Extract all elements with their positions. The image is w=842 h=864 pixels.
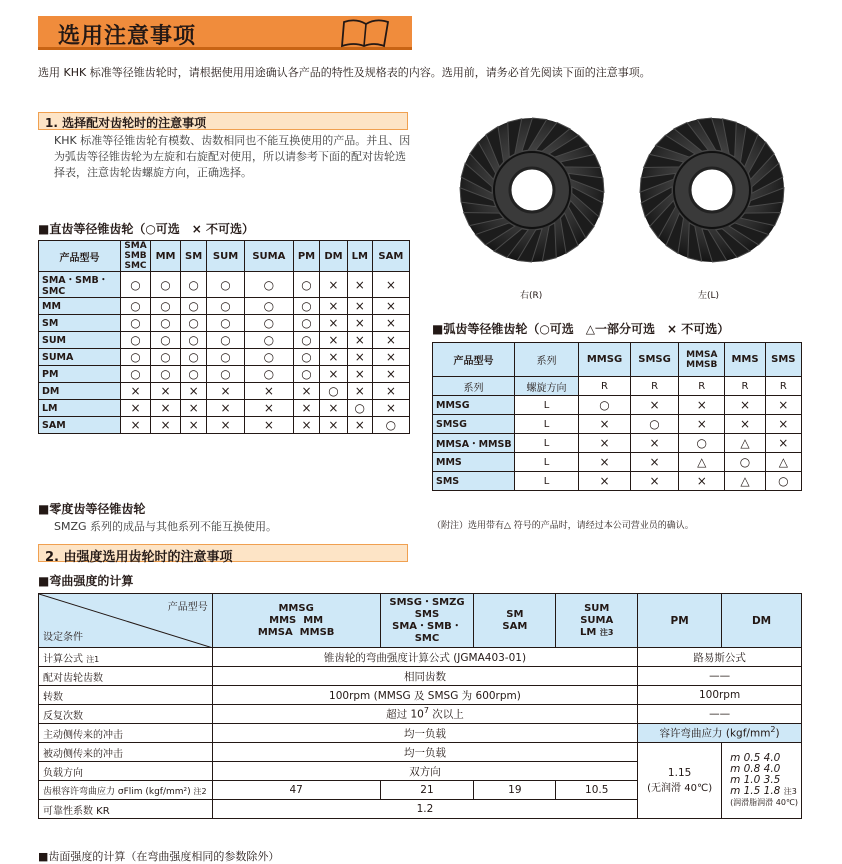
load-label: 负载方向 <box>39 762 213 781</box>
compat-cell: × <box>631 434 679 453</box>
compat-cell: × <box>631 453 679 472</box>
compat-cell: ○ <box>372 417 409 434</box>
compat-cell: × <box>372 349 409 366</box>
row-label: SUM <box>39 332 121 349</box>
col-mmsg: MMSG <box>579 343 631 377</box>
col-lm: LM <box>347 241 372 272</box>
compat-cell: × <box>679 396 725 415</box>
strength-table <box>38 593 802 819</box>
stress-value-1: 47 <box>212 781 380 800</box>
header-series: 系列 <box>515 343 579 377</box>
col-mmsa-mmsb: MMSA MMSB <box>679 343 725 377</box>
drive-value: 均一负载 <box>212 724 637 743</box>
compat-cell: ○ <box>181 315 207 332</box>
row-label: SMA・SMB・SMC <box>39 272 121 298</box>
compat-cell: × <box>579 415 631 434</box>
table-header-row <box>39 594 802 648</box>
dir-cell: R <box>765 377 801 396</box>
col-sam: SAM <box>372 241 409 272</box>
compat-cell: ○ <box>244 366 293 383</box>
compat-cell: ○ <box>244 298 293 315</box>
compat-cell: ○ <box>207 332 245 349</box>
col-mms: MMS <box>725 343 765 377</box>
formula-label: 计算公式 注1 <box>39 648 213 667</box>
spiral-table-body <box>433 396 802 491</box>
driven-value: 均一负载 <box>212 743 637 762</box>
compat-cell: ○ <box>121 349 151 366</box>
compat-cell: × <box>372 332 409 349</box>
compat-cell: ○ <box>293 349 319 366</box>
compat-cell: × <box>347 298 372 315</box>
compat-cell: ○ <box>181 366 207 383</box>
right-hand-gear-icon <box>460 118 604 262</box>
dir-cell: L <box>515 415 579 434</box>
dir-cell: L <box>515 472 579 491</box>
row-label: PM <box>39 366 121 383</box>
row-formula <box>39 648 802 667</box>
table-row <box>433 396 802 415</box>
col-sms: SMS <box>765 343 801 377</box>
compat-cell: × <box>207 417 245 434</box>
compat-cell: × <box>372 272 409 298</box>
pm-allowable: 1.15 (无润滑 40℃) <box>638 743 722 819</box>
table-row <box>433 434 802 453</box>
row-cycles <box>39 705 802 724</box>
compat-cell: × <box>347 366 372 383</box>
row-label: SAM <box>39 417 121 434</box>
compat-cell: × <box>244 383 293 400</box>
table-row <box>39 400 410 417</box>
table-row <box>39 332 410 349</box>
col-mmsg-group: MMSG MMS MM MMSA MMSB <box>212 594 380 648</box>
straight-bevel-table <box>38 240 410 434</box>
spiral-table-title: ■弧齿等径锥齿轮（○可选 △一部分可选 × 不可选） <box>432 322 730 336</box>
compat-cell: ○ <box>181 349 207 366</box>
compat-cell: × <box>320 400 348 417</box>
open-book-icon <box>338 16 394 48</box>
compat-cell: × <box>725 396 765 415</box>
compat-cell: × <box>181 417 207 434</box>
row-label: LM <box>39 400 121 417</box>
compat-cell: × <box>181 400 207 417</box>
header-banner <box>38 16 412 50</box>
compat-cell: ○ <box>244 315 293 332</box>
table-row <box>39 366 410 383</box>
col-pm: PM <box>638 594 722 648</box>
compat-cell: ○ <box>320 383 348 400</box>
col-mm: MM <box>151 241 181 272</box>
compat-cell: × <box>631 472 679 491</box>
corner-diagonal-cell: 产品型号 设定条件 <box>39 594 213 648</box>
dir-cell: L <box>515 396 579 415</box>
compat-cell: ○ <box>121 272 151 298</box>
row-label: SMSG <box>433 415 515 434</box>
compat-cell: ○ <box>151 366 181 383</box>
footer-heading: ■齿面强度的计算（在弯曲强度相同的参数除外） <box>38 850 280 863</box>
compat-cell: × <box>320 349 348 366</box>
speed-pmdm: 100rpm <box>638 686 802 705</box>
stress-value-3: 19 <box>474 781 556 800</box>
compat-cell: × <box>679 415 725 434</box>
compat-cell: × <box>121 400 151 417</box>
col-dm: DM <box>722 594 802 648</box>
dir-cell: L <box>515 434 579 453</box>
compat-cell: × <box>579 453 631 472</box>
table-row <box>39 315 410 332</box>
table-row <box>39 298 410 315</box>
table-row <box>39 349 410 366</box>
row-label: MMSG <box>433 396 515 415</box>
dir-cell: R <box>579 377 631 396</box>
spiral-bevel-table <box>432 342 802 491</box>
compat-cell: × <box>320 272 348 298</box>
row-label: SUMA <box>39 349 121 366</box>
col-smsg: SMSG <box>631 343 679 377</box>
dir-cell: R <box>725 377 765 396</box>
bending-strength-title: ■弯曲强度的计算 <box>38 574 134 588</box>
formula-pmdm: 路易斯公式 <box>638 648 802 667</box>
teeth-value: 相同齿数 <box>212 667 637 686</box>
compat-cell: × <box>372 383 409 400</box>
compat-cell: × <box>293 383 319 400</box>
compat-cell: × <box>320 332 348 349</box>
stress-value-2: 21 <box>380 781 474 800</box>
table-row <box>39 383 410 400</box>
compat-cell: ○ <box>347 400 372 417</box>
compat-cell: × <box>579 472 631 491</box>
compat-cell: × <box>293 400 319 417</box>
page-title: 选用注意事项 <box>58 24 197 49</box>
compat-cell: ○ <box>121 298 151 315</box>
sub-series: 系列 <box>433 377 515 396</box>
reliability-value: 1.2 <box>212 800 637 819</box>
col-smsg-group: SMSG・SMZG SMS SMA・SMB・SMC <box>380 594 474 648</box>
compat-cell: × <box>151 383 181 400</box>
stress-label: 齿根容许弯曲应力 σFlim (kgf/mm²) 注2 <box>39 781 213 800</box>
compat-cell: ○ <box>244 332 293 349</box>
table-row <box>433 472 802 491</box>
row-label: MMSA・MMSB <box>433 434 515 453</box>
col-sum-group: SUM SUMA LM 注3 <box>556 594 638 648</box>
compat-cell: × <box>372 298 409 315</box>
compat-cell: ○ <box>121 332 151 349</box>
dir-cell: R <box>631 377 679 396</box>
cycles-value: 超过 $10^7$ 次以上 <box>212 705 637 724</box>
compat-cell: × <box>320 298 348 315</box>
teeth-label: 配对齿轮齿数 <box>39 667 213 686</box>
compat-cell: × <box>181 383 207 400</box>
table-header-row <box>433 343 802 377</box>
compat-cell: × <box>320 366 348 383</box>
compat-cell: ○ <box>121 315 151 332</box>
compat-cell: × <box>320 315 348 332</box>
compat-cell: × <box>725 415 765 434</box>
col-sma-smb-smc: SMA SMB SMC <box>121 241 151 272</box>
col-pm: PM <box>293 241 319 272</box>
straight-table-body <box>39 272 410 434</box>
straight-table-title: ■直齿等径锥齿轮（○可选 × 不可选） <box>38 222 255 236</box>
compat-cell: ○ <box>293 315 319 332</box>
compat-cell: ○ <box>151 315 181 332</box>
compat-cell: ○ <box>579 396 631 415</box>
compat-cell: △ <box>765 453 801 472</box>
section1-body: KHK 标准等径锥齿轮有模数、齿数相同也不能互换使用的产品。并且、因为弧齿等径锥齿轮为左旋和右旋配对使用，所以请参考下面的配对齿轮选择表，注意齿轮齿螺旋方向，正确选择。 <box>54 134 411 179</box>
table-row <box>39 272 410 298</box>
compat-cell: ○ <box>207 298 245 315</box>
compat-cell: × <box>765 434 801 453</box>
speed-value: 100rpm (MMSG 及 SMSG 为 600rpm) <box>212 686 637 705</box>
table-row <box>39 417 410 434</box>
compat-cell: ○ <box>207 349 245 366</box>
compat-cell: × <box>121 383 151 400</box>
col-dm: DM <box>320 241 348 272</box>
compat-cell: × <box>347 383 372 400</box>
compat-cell: ○ <box>151 332 181 349</box>
stress-value-4: 10.5 <box>556 781 638 800</box>
compat-cell: × <box>631 396 679 415</box>
compat-cell: × <box>347 332 372 349</box>
formula-value: 锥齿轮的弯曲强度计算公式 (JGMA403-01) <box>212 648 637 667</box>
compat-cell: × <box>347 349 372 366</box>
col-sm: SM <box>181 241 207 272</box>
section1-title: 1. 选择配对齿轮时的注意事项 <box>38 112 408 130</box>
dm-allowable: m 0.5 4.0 m 0.8 4.0 m 1.0 3.5 m 1.5 1.8 注3 (润滑脂润滑 40℃) <box>722 743 802 819</box>
compat-cell: × <box>293 417 319 434</box>
compat-cell: ○ <box>207 366 245 383</box>
speed-label: 转数 <box>39 686 213 705</box>
row-label: MM <box>39 298 121 315</box>
compat-cell: × <box>207 383 245 400</box>
cycles-pmdm: —— <box>638 705 802 724</box>
table-row <box>433 415 802 434</box>
header-model: 产品型号 <box>433 343 515 377</box>
compat-cell: △ <box>679 453 725 472</box>
compat-cell: ○ <box>293 332 319 349</box>
compat-cell: × <box>151 400 181 417</box>
compat-cell: ○ <box>207 315 245 332</box>
corner-cell: 产品型号 <box>39 241 121 272</box>
intro-text: 选用 KHK 标准等径锥齿轮时，请根据使用用途确认各产品的特性及规格表的内容。选用前，请务必首先阅读下面的注意事项。 <box>38 66 651 79</box>
spiral-gear-photo <box>432 112 802 308</box>
compat-cell: × <box>765 396 801 415</box>
compat-cell: × <box>151 417 181 434</box>
compat-cell: ○ <box>293 366 319 383</box>
spiral-note: （附注）选用带有△ 符号的产品时，请经过本公司营业员的确认。 <box>432 521 694 531</box>
right-gear-label: 右(R) <box>520 291 543 301</box>
spiral-gears-image <box>432 112 802 308</box>
compat-cell: ○ <box>293 298 319 315</box>
compat-cell: × <box>347 272 372 298</box>
section2-title: 2. 由强度选用齿轮时的注意事项 <box>38 544 408 562</box>
col-suma: SUMA <box>244 241 293 272</box>
zerol-title: ■零度齿等径锥齿轮 <box>38 502 146 516</box>
compat-cell: × <box>765 415 801 434</box>
compat-cell: ○ <box>679 434 725 453</box>
table-sub-header-row <box>433 377 802 396</box>
compat-cell: ○ <box>244 272 293 298</box>
compat-cell: × <box>244 417 293 434</box>
compat-cell: ○ <box>121 366 151 383</box>
reliability-label: 可靠性系数 KR <box>39 800 213 819</box>
row-label: MMS <box>433 453 515 472</box>
dir-cell: L <box>515 453 579 472</box>
left-gear-label: 左(L) <box>698 291 720 301</box>
teeth-pmdm: —— <box>638 667 802 686</box>
drive-label: 主动侧传来的冲击 <box>39 724 213 743</box>
compat-cell: ○ <box>151 272 181 298</box>
driven-label: 被动侧传来的冲击 <box>39 743 213 762</box>
compat-cell: ○ <box>151 298 181 315</box>
allowable-stress-header: 容许弯曲应力 $(kgf/mm^2)$ <box>638 724 802 743</box>
compat-cell: ○ <box>631 415 679 434</box>
row-label: DM <box>39 383 121 400</box>
col-sm-group: SM SAM <box>474 594 556 648</box>
table-header-row <box>39 241 410 272</box>
compat-cell: △ <box>725 472 765 491</box>
row-drive <box>39 724 802 743</box>
row-label: SM <box>39 315 121 332</box>
compat-cell: ○ <box>725 453 765 472</box>
load-value: 双方向 <box>212 762 637 781</box>
row-speed <box>39 686 802 705</box>
compat-cell: ○ <box>181 272 207 298</box>
compat-cell: × <box>372 315 409 332</box>
dir-cell: R <box>679 377 725 396</box>
compat-cell: ○ <box>151 349 181 366</box>
compat-cell: ○ <box>181 298 207 315</box>
zerol-body: SMZG 系列的成品与其他系列不能互换使用。 <box>54 520 278 533</box>
compat-cell: × <box>679 472 725 491</box>
compat-cell: ○ <box>244 349 293 366</box>
compat-cell: × <box>347 417 372 434</box>
row-label: SMS <box>433 472 515 491</box>
compat-cell: × <box>579 434 631 453</box>
compat-cell: ○ <box>181 332 207 349</box>
row-driven <box>39 743 802 762</box>
compat-cell: × <box>347 315 372 332</box>
compat-cell: △ <box>725 434 765 453</box>
sub-direction: 螺旋方向 <box>515 377 579 396</box>
cycles-label: 反复次数 <box>39 705 213 724</box>
compat-cell: ○ <box>293 272 319 298</box>
row-teeth <box>39 667 802 686</box>
compat-cell: × <box>372 366 409 383</box>
table-row <box>433 453 802 472</box>
compat-cell: × <box>320 417 348 434</box>
compat-cell: × <box>244 400 293 417</box>
compat-cell: × <box>207 400 245 417</box>
compat-cell: × <box>372 400 409 417</box>
col-sum: SUM <box>207 241 245 272</box>
compat-cell: ○ <box>765 472 801 491</box>
left-hand-gear-icon <box>640 118 784 262</box>
compat-cell: × <box>121 417 151 434</box>
compat-cell: ○ <box>207 272 245 298</box>
